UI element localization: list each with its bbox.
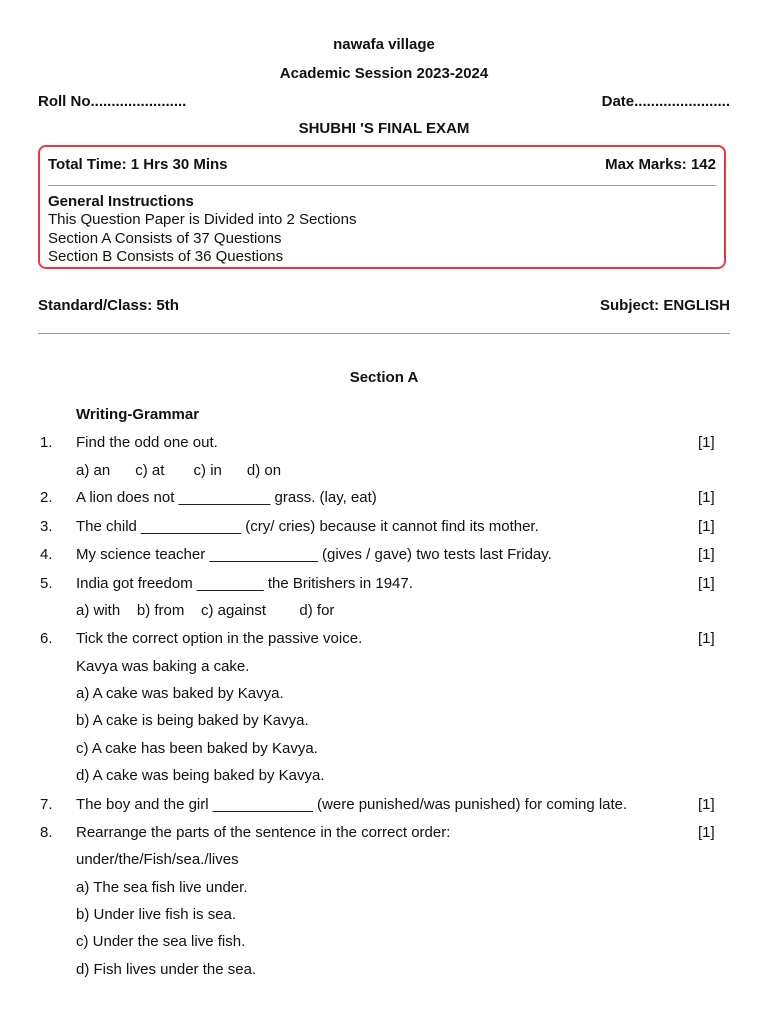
question-text: Find the odd one out. (76, 434, 218, 451)
question-marks: [1] (698, 824, 715, 841)
answer-options: a) an c) at c) in d) on (76, 462, 282, 479)
question-prompt: under/the/Fish/sea./lives (76, 851, 239, 868)
question-text: The child ____________ (cry/ cries) because it cannot find its mother. (76, 518, 539, 535)
question-marks: [1] (698, 796, 715, 813)
instruction-line: This Question Paper is Divided into 2 Sections (48, 211, 357, 228)
question-text: Tick the correct option in the passive voice. (76, 630, 363, 647)
section-title: Section A (349, 369, 419, 386)
instructions-box (38, 145, 726, 269)
question-number: 2. (40, 489, 53, 506)
instruction-line: Section A Consists of 37 Questions (48, 230, 282, 247)
max-marks: Max Marks: 142 (605, 156, 716, 173)
question-number: 5. (40, 575, 53, 592)
standard-class: Standard/Class: 5th (38, 297, 179, 314)
date-field: Date....................... (601, 93, 730, 110)
question-number: 3. (40, 518, 53, 535)
total-time: Total Time: 1 Hrs 30 Mins (48, 156, 228, 173)
answer-options: a) with b) from c) against d) for (76, 602, 335, 619)
question-marks: [1] (698, 434, 715, 451)
question-marks: [1] (698, 489, 715, 506)
question-text: A lion does not ___________ grass. (lay, eat) (76, 489, 377, 506)
question-text: My science teacher _____________ (gives / gave) two tests last Friday. (76, 546, 552, 563)
question-number: 1. (40, 434, 53, 451)
answer-option: c) Under the sea live fish. (76, 933, 246, 950)
section-subheading: Writing-Grammar (76, 406, 200, 423)
answer-option: a) The sea fish live under. (76, 879, 248, 896)
answer-option: b) A cake is being baked by Kavya. (76, 712, 309, 729)
question-marks: [1] (698, 518, 715, 535)
instructions-heading: General Instructions (48, 193, 194, 210)
roll-number-field: Roll No....................... (38, 93, 187, 110)
question-prompt: Kavya was baking a cake. (76, 658, 250, 675)
answer-option: b) Under live fish is sea. (76, 906, 237, 923)
question-text: Rearrange the parts of the sentence in the correct order: (76, 824, 451, 841)
answer-option: c) A cake has been baked by Kavya. (76, 740, 318, 757)
answer-option: d) A cake was being baked by Kavya. (76, 767, 325, 784)
question-text: The boy and the girl ____________ (were punished/was punished) for coming late. (76, 796, 628, 813)
instructions-divider (48, 185, 716, 186)
question-marks: [1] (698, 546, 715, 563)
question-number: 7. (40, 796, 53, 813)
question-number: 6. (40, 630, 53, 647)
question-number: 8. (40, 824, 53, 841)
subject: Subject: ENGLISH (599, 297, 730, 314)
answer-option: d) Fish lives under the sea. (76, 961, 257, 978)
question-text: India got freedom ________ the Britishers in 1947. (76, 575, 413, 592)
question-marks: [1] (698, 575, 715, 592)
question-number: 4. (40, 546, 53, 563)
question-marks: [1] (698, 630, 715, 647)
instruction-line: Section B Consists of 36 Questions (48, 248, 284, 265)
academic-session: Academic Session 2023-2024 (279, 65, 489, 82)
exam-title: SHUBHI 'S FINAL EXAM (298, 120, 470, 137)
answer-option: a) A cake was baked by Kavya. (76, 685, 284, 702)
page-divider (38, 333, 730, 334)
school-name: nawafa village (333, 36, 435, 53)
